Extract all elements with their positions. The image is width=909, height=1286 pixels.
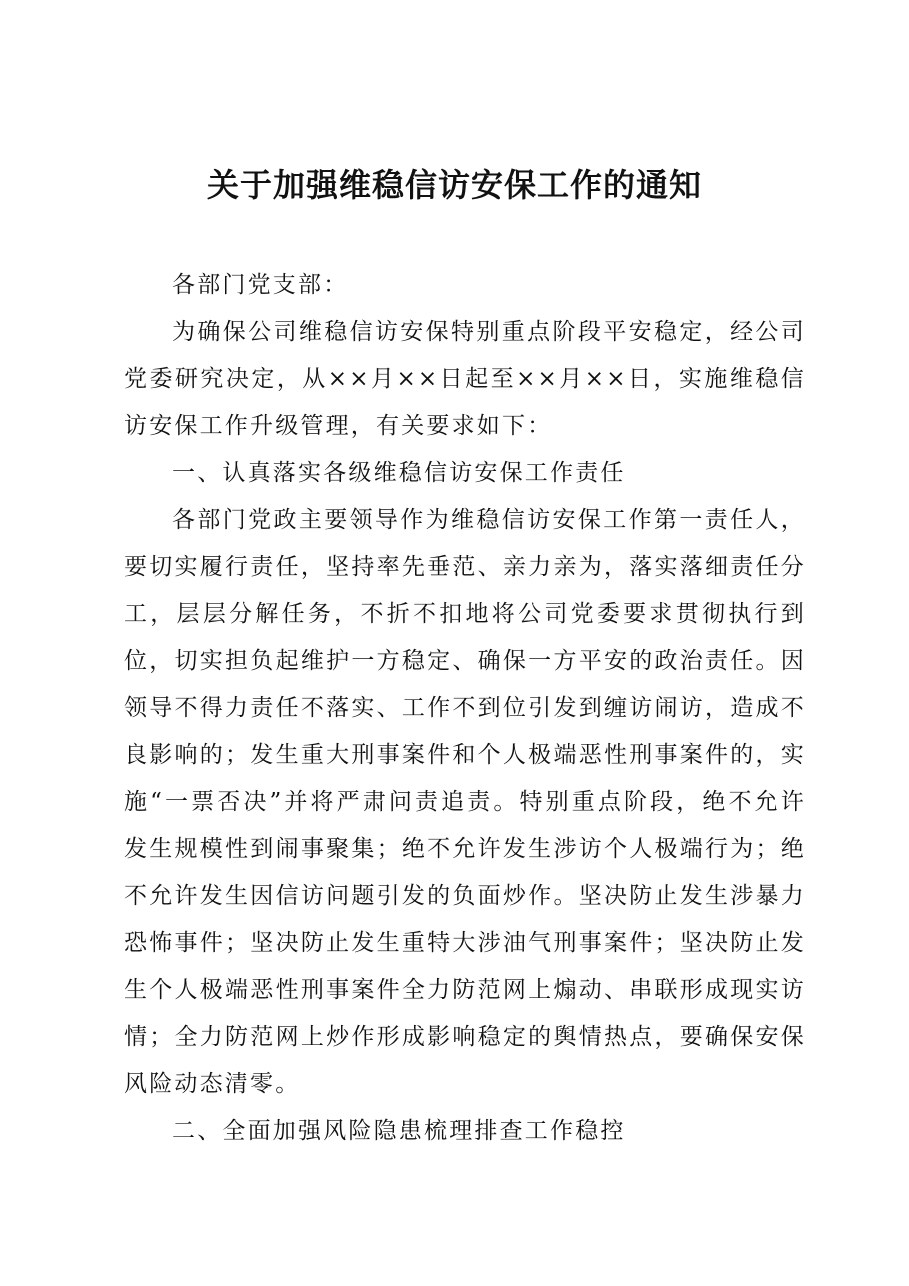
document-body [124, 262, 806, 1155]
section-1-heading: 一、认真落实各级维稳信访安保工作责任 [172, 460, 626, 486]
section-1-paragraph: 各部门党政主要领导作为维稳信访安保工作第一责任人，要切实履行责任，坚持率先垂范、亲力亲为，落实落细责任分工，层层分解任务，不折不扣地将公司党委要求贯彻执行到位，切实担负起维护一方稳定、确保一方平安的政治责任。因领导不得力责任不落实、工作不到位引发到缠访闹访，造成不良影响的；发生重大刑事案件和个人极端恶性刑事案件的，实施“一票否决”并将严肃问责追责。特别重点阶段，绝不允许发生规模性到闹事聚集；绝不允许发生涉访个人极端行为；绝不允许发生因信访问题引发的负面炒作。坚决防止发生涉暴力恐怖事件；坚决防止发生重特大涉油气刑事案件；坚决防止发生个人极端恶性刑事案件全力防范网上煽动、串联形成现实访情；全力防范网上炒作形成影响稳定的舆情热点，要确保安保风险动态清零。 [124, 507, 806, 1097]
document-title: 关于加强维稳信访安保工作的通知 [206, 166, 702, 204]
section-2-heading: 二、全面加强风险隐患梳理排查工作稳控 [172, 1118, 626, 1144]
salutation: 各部门党支部： [172, 272, 349, 298]
intro-paragraph: 为确保公司维稳信访安保特别重点阶段平安稳定，经公司党委研究决定，从××月××日起至××月××日，实施维稳信访安保工作升级管理，有关要求如下： [124, 319, 806, 439]
